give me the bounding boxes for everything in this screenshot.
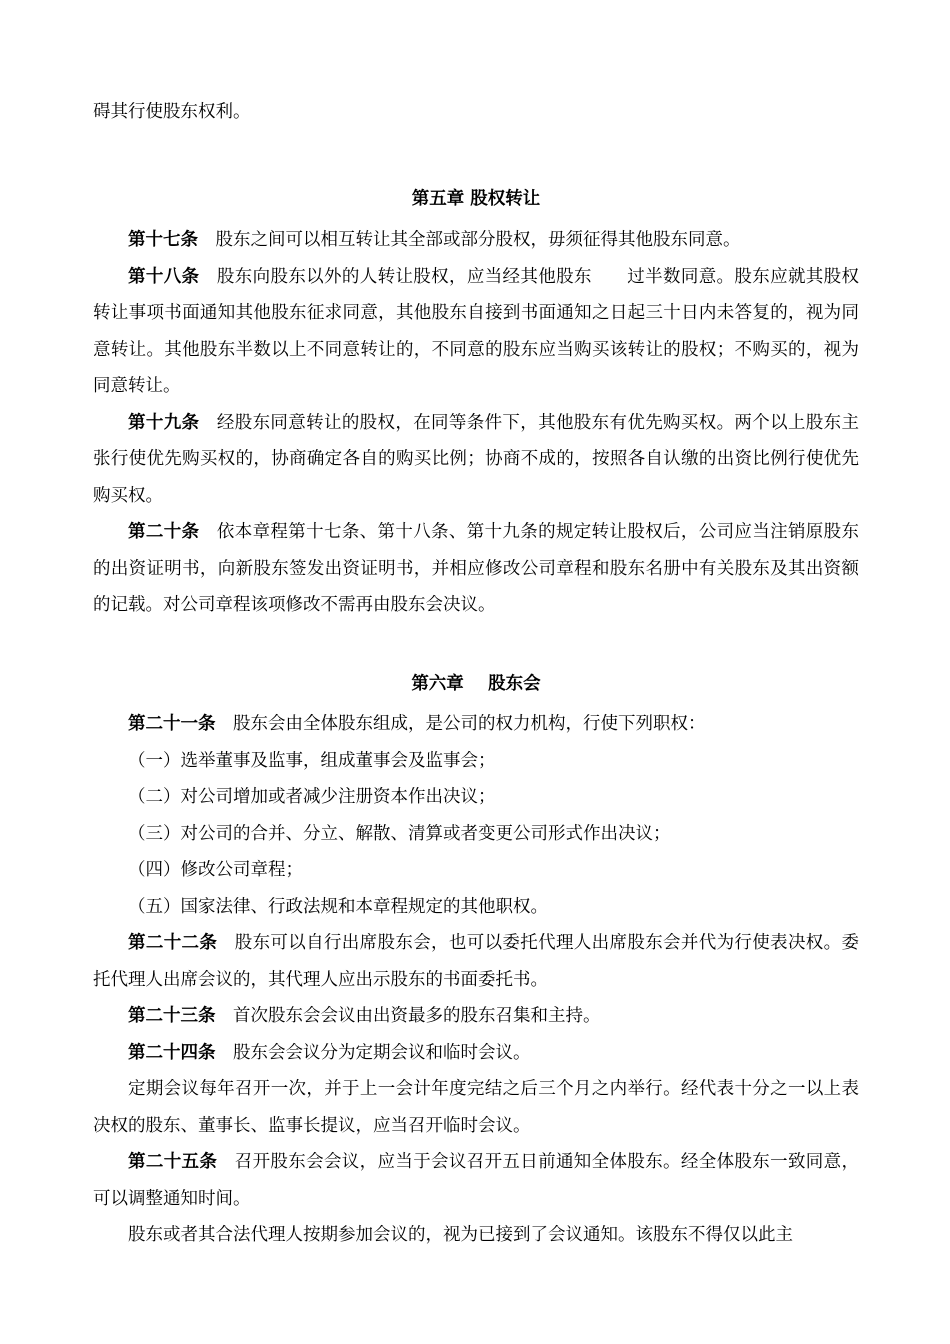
article-text: 股东之间可以相互转让其全部或部分股权，毋须征得其他股东同意。 (215, 230, 741, 250)
article-label: 第二十条 (128, 522, 200, 542)
article-23 (93, 998, 859, 1035)
paragraph-notice: 股东或者其合法代理人按期参加会议的，视为已接到了会议通知。该股东不得仅以此主 (128, 1225, 793, 1245)
article-24 (93, 1035, 859, 1072)
article-label: 第二十五条 (128, 1152, 218, 1172)
article-text: 依本章程第十七条、第十八条、第十九条的规定转让股权后，公司应当注销原股东的出资证明书，向新股东签发出资证明书，并相应修改公司章程和股东名册中有关股东及其出资额的记载。对公司章程该项修改不需再由股东会决议。 (93, 522, 860, 615)
list-item-3: （三）对公司的合并、分立、解散、清算或者变更公司形式作出决议； (128, 823, 671, 844)
document-page (93, 0, 859, 1254)
article-label: 第十八条 (128, 266, 200, 287)
article-text: 股东向股东以外的人转让股权，应当经其他股东 过半数同意。股东应就其股权转让事项书面通知其他股东征求同意，其他股东自接到书面通知之日起三十日内未答复的，视为同意转让。其他股东半数以上不同意转让的，不同意的股东应当购买该转让的股权；不购买的，视为同意转让。 (93, 266, 860, 396)
list-item-5: （五）国家法律、行政法规和本章程规定的其他职权。 (128, 896, 548, 917)
article-22 (93, 925, 859, 998)
article-label: 第二十四条 (128, 1042, 216, 1063)
article-label: 第二十一条 (128, 714, 216, 734)
article-text: 股东可以自行出席股东会，也可以委托代理人出席股东会并代为行使表决权。委托代理人出席会议的，其代理人应出示股东的书面委托书。 (93, 933, 860, 990)
paragraph-regular-meeting: 定期会议每年召开一次，并于上一会计年度完结之后三个月之内举行。经代表十分之一以上表决权的股东、董事长、监事长提议，应当召开临时会议。 (93, 1079, 859, 1136)
article-text: 首次股东会会议由出资最多的股东召集和主持。 (233, 1006, 601, 1026)
article-label: 第二十三条 (128, 1006, 216, 1026)
article-19 (93, 405, 859, 515)
continued-paragraph: 碍其行使股东权利。 (93, 102, 251, 122)
article-label: 第二十二条 (128, 933, 218, 953)
article-25 (93, 1144, 859, 1217)
chapter-6-title: 第六章 股东会 (411, 673, 541, 694)
article-18 (93, 259, 859, 405)
article-label: 第十七条 (128, 230, 198, 250)
article-17 (93, 222, 859, 259)
list-item-1: （一）选举董事及监事，组成董事会及监事会； (128, 750, 496, 771)
list-item-2: （二）对公司增加或者减少注册资本作出决议； (128, 787, 496, 807)
article-text: 经股东同意转让的股权，在同等条件下，其他股东有优先购买权。两个以上股东主张行使优先购买权的，协商确定各自的购买比例；协商不成的，按照各自认缴的出资比例行使优先购买权。 (93, 412, 860, 506)
article-20 (93, 514, 859, 624)
article-text: 股东会由全体股东组成，是公司的权力机构，行使下列职权： (233, 714, 706, 734)
list-item-4: （四）修改公司章程； (128, 860, 303, 880)
article-21 (93, 706, 859, 743)
chapter-5-title: 第五章 股权转让 (411, 188, 541, 209)
article-label: 第十九条 (128, 412, 200, 433)
article-text: 股东会会议分为定期会议和临时会议。 (233, 1042, 531, 1063)
article-text: 召开股东会会议，应当于会议召开五日前通知全体股东。经全体股东一致同意，可以调整通知时间。 (93, 1152, 860, 1209)
